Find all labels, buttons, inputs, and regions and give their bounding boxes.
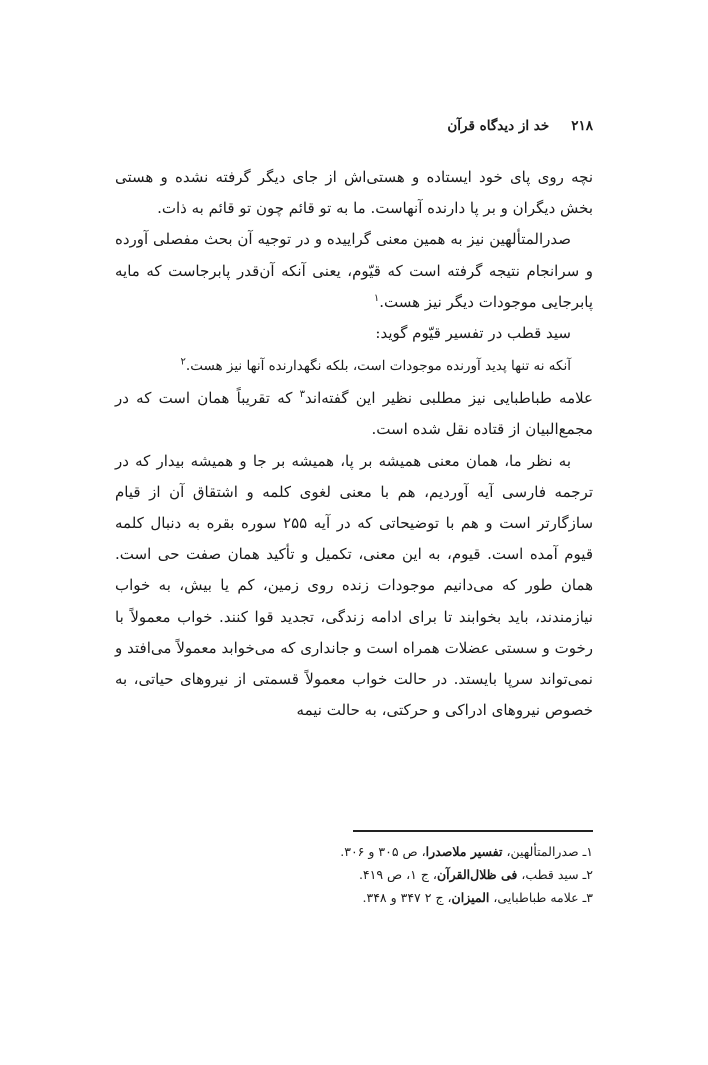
running-header — [115, 118, 593, 134]
page-number: ۲۱۸ — [571, 118, 593, 134]
paragraph-2 — [115, 224, 593, 318]
paragraph-3: سید قطب در تفسیر قیّوم گوید: — [375, 324, 571, 343]
footnote-3-prefix: ۳ـ علامه طباطبایی، — [489, 890, 593, 905]
footnote-3-title: المیزان — [451, 890, 490, 905]
footnote-1-prefix: ۱ـ صدرالمتألهین، — [502, 844, 593, 859]
footnote-ref-1: ۱ — [373, 292, 380, 304]
block-quote — [115, 351, 593, 381]
footnote-2-prefix: ۲ـ سید قطب، — [517, 867, 593, 882]
footnote-divider — [353, 830, 593, 832]
footnotes — [173, 840, 593, 909]
paragraph-4-text-a: علامه طباطبایی نیز مطلبی نظیر این گفته‌اند — [305, 389, 594, 408]
paragraph-4-text-b: که تقریباً همان است که در مجمع‌البیان از قتاده نقل شده است. — [115, 389, 593, 439]
block-quote-text: آنکه نه تنها پدید آورنده موجودات است، بلکه نگهدارنده آنها نیز هست. — [185, 358, 571, 375]
paragraph-5: به نظر ما، همان معنی همیشه بر پا، همیشه بر جا و همیشه بیدار که در ترجمه فارسی آیه آوردیم، هم با معنی لغوی کلمه و اشتقاق آن از قیام سازگارتر است و هم با توضیحاتی که در آیه ۲۵۵ سوره بقره به دنبال کلمه قیوم آمده است. قیوم، به این معنی، تکمیل و تأکید همان صفت حی است. همان طور که می‌دانیم موجودات زنده روی زمین، کم یا بیش، به خواب نیازمندند، باید بخوابند تا برای ادامه زندگی، تجدید قوا کنند. خواب معمولاً با رخوت و سستی عضلات همراه است و جانداری که می‌خوابد معمولاً می‌افتد و نمی‌تواند سرپا بایستد. در حالت خواب معمولاً قسمتی از نیروهای حیاتی، به خصوص نیروهای ادراکی و حرکتی، به حالت نیمه — [115, 451, 594, 720]
footnote-2-title: فی ظلال‌القرآن — [436, 867, 518, 882]
paragraph-4 — [115, 383, 593, 445]
footnote-1 — [173, 840, 593, 863]
footnote-1-suffix: ، ص ۳۰۵ و ۳۰۶. — [340, 844, 426, 859]
footnote-3-suffix: ، ج ۲ ۳۴۷ و ۳۴۸. — [362, 890, 452, 905]
footnote-3 — [173, 886, 593, 909]
footnote-1-title: تفسیر ملاصدرا — [425, 844, 503, 859]
footnote-ref-3: ۳ — [299, 389, 306, 401]
footnote-ref-2: ۲ — [180, 356, 186, 368]
footnote-2 — [173, 863, 593, 886]
paragraph-1: نچه روی پای خود ایستاده و هستی‌اش از جای دیگر گرفته نشده و هستی بخش دیگران و بر پا دارنده آنهاست. ما به تو قائم چون تو قائم به ذات. — [115, 168, 593, 218]
running-title: خد از دیدگاه قرآن — [447, 118, 550, 134]
paragraph-2-text: صدرالمتألهین نیز به همین معنی گراییده و در توجیه آن بحث مفصلی آورده و سرانجام نتیجه گرفته است که قیّوم، یعنی آنکه آن‌قدر پابرجاست که مایه پابرجایی موجودات دیگر نیز هست. — [115, 230, 593, 311]
main-text — [115, 162, 593, 726]
footnote-2-suffix: ، ج ۱، ص ۴۱۹. — [358, 867, 437, 882]
